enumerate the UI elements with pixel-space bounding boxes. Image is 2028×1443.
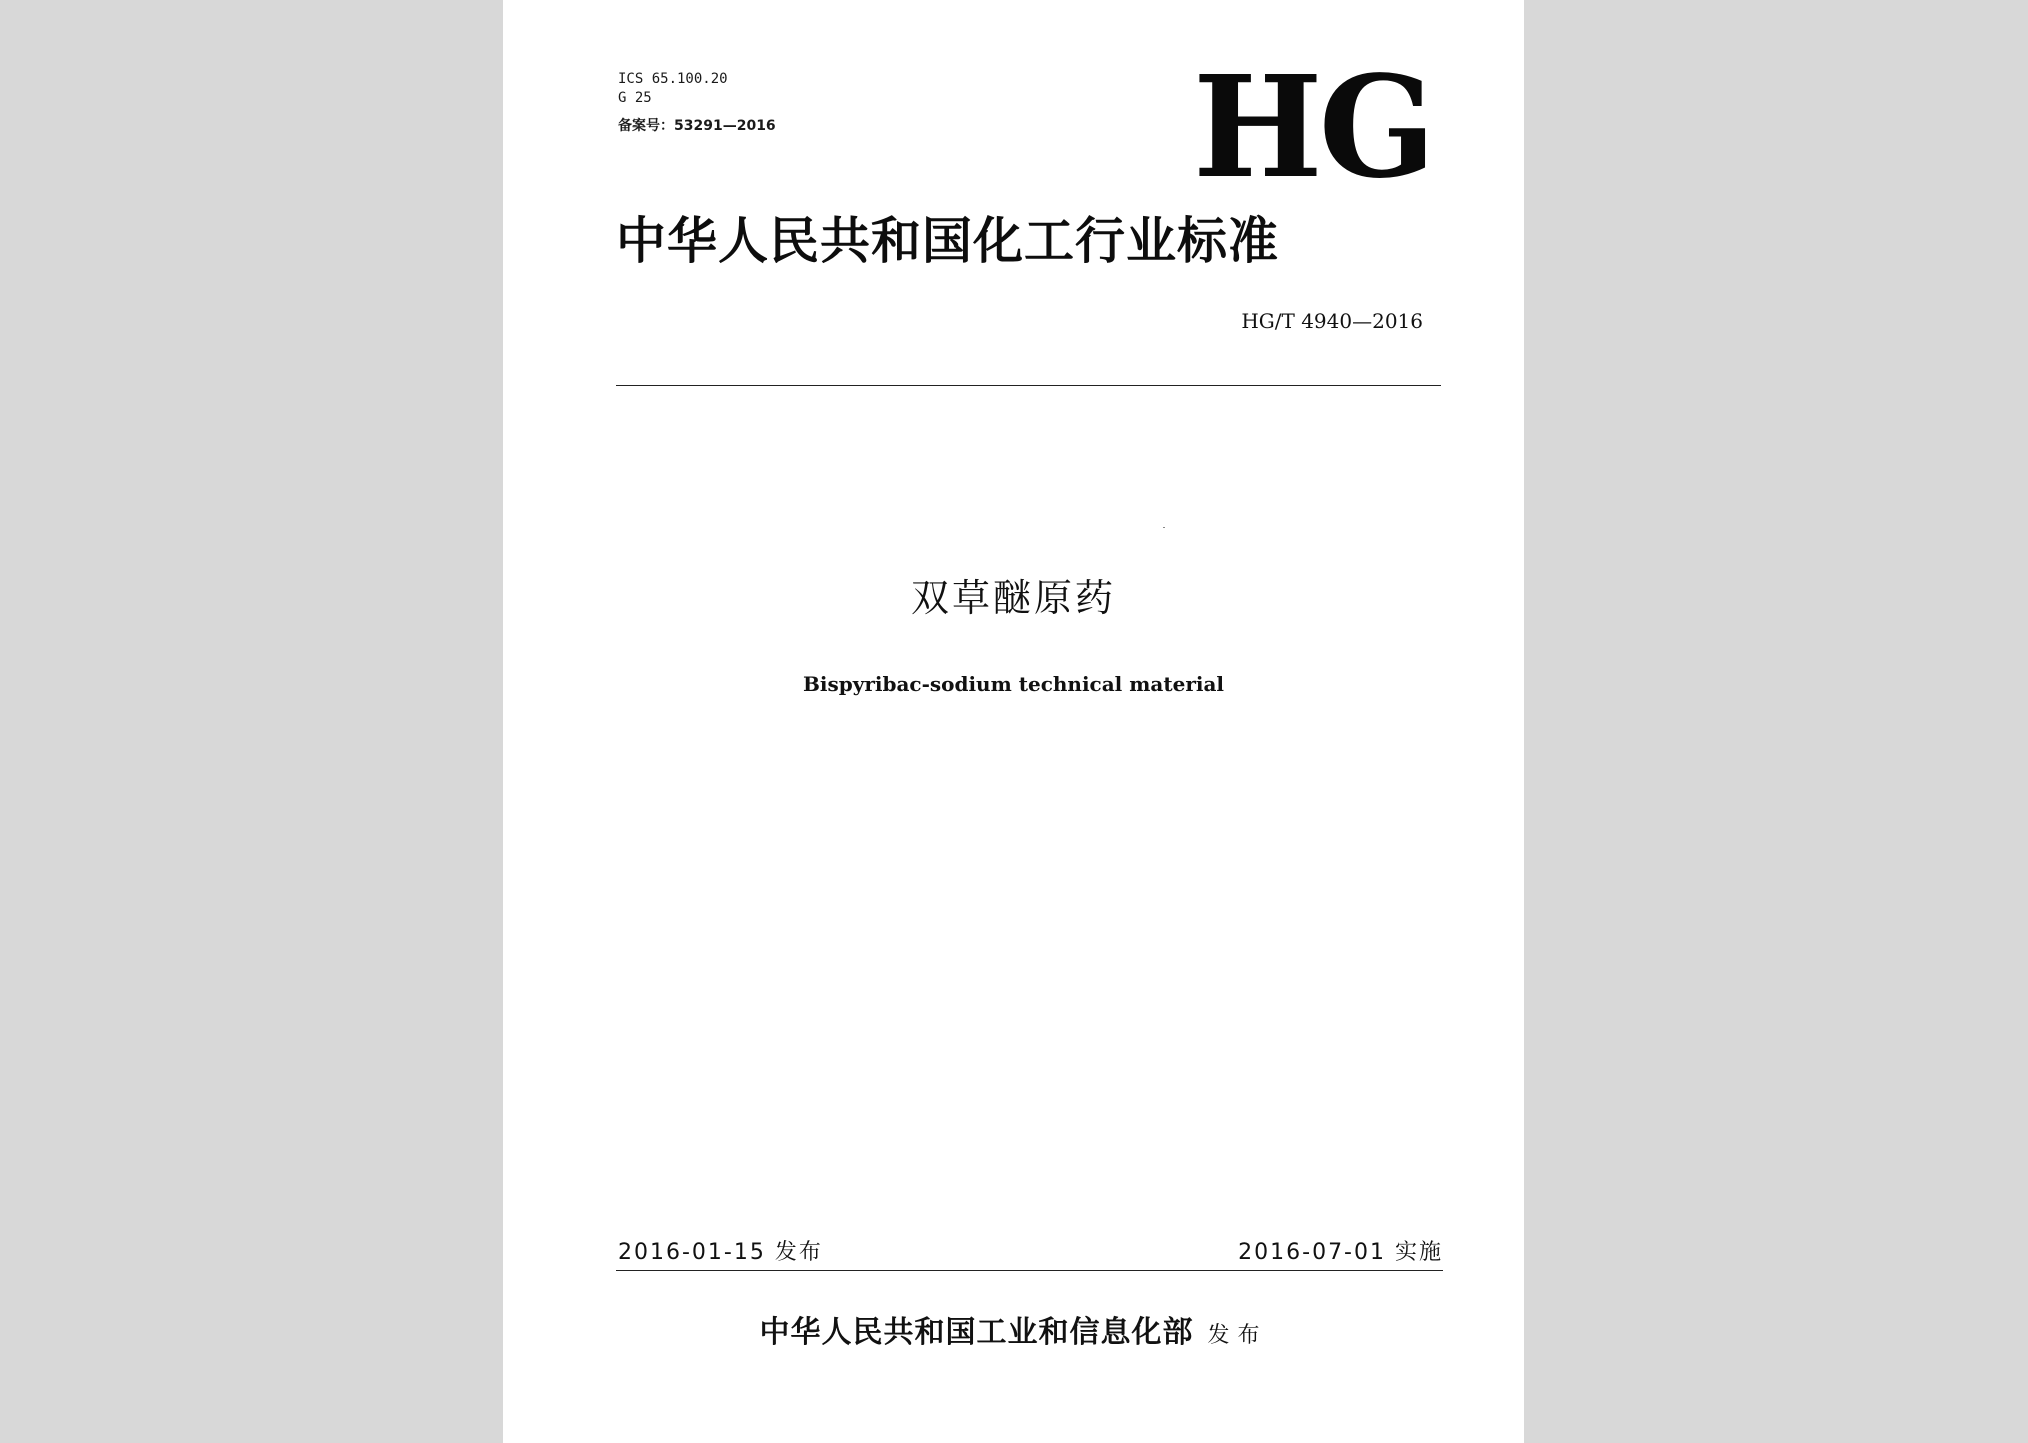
document-title-chinese: 双草醚原药	[910, 576, 1116, 620]
hg-logo: HG	[1193, 46, 1432, 210]
registration-number: 备案号：53291—2016	[618, 118, 776, 134]
issuer-verb: 发布	[1207, 1323, 1268, 1348]
issuer-line	[503, 1313, 1524, 1356]
issuer-organization: 中华人民共和国工业和信息化部	[759, 1315, 1194, 1350]
ics-number: ICS 65.100.20	[618, 71, 728, 87]
ccs-number: G 25	[618, 90, 652, 106]
standard-code: HG/T 4940—2016	[1241, 309, 1423, 333]
document-page	[503, 0, 1524, 1443]
scan-speck	[1163, 527, 1165, 528]
bottom-rule	[616, 1270, 1443, 1271]
document-title-english: Bispyribac-sodium technical material	[802, 672, 1225, 696]
standard-name: 中华人民共和国化工行业标准	[616, 212, 1279, 270]
issue-date: 2016-01-15 发布	[618, 1240, 823, 1265]
top-rule	[616, 385, 1441, 386]
implementation-date: 2016-07-01 实施	[1238, 1240, 1443, 1265]
